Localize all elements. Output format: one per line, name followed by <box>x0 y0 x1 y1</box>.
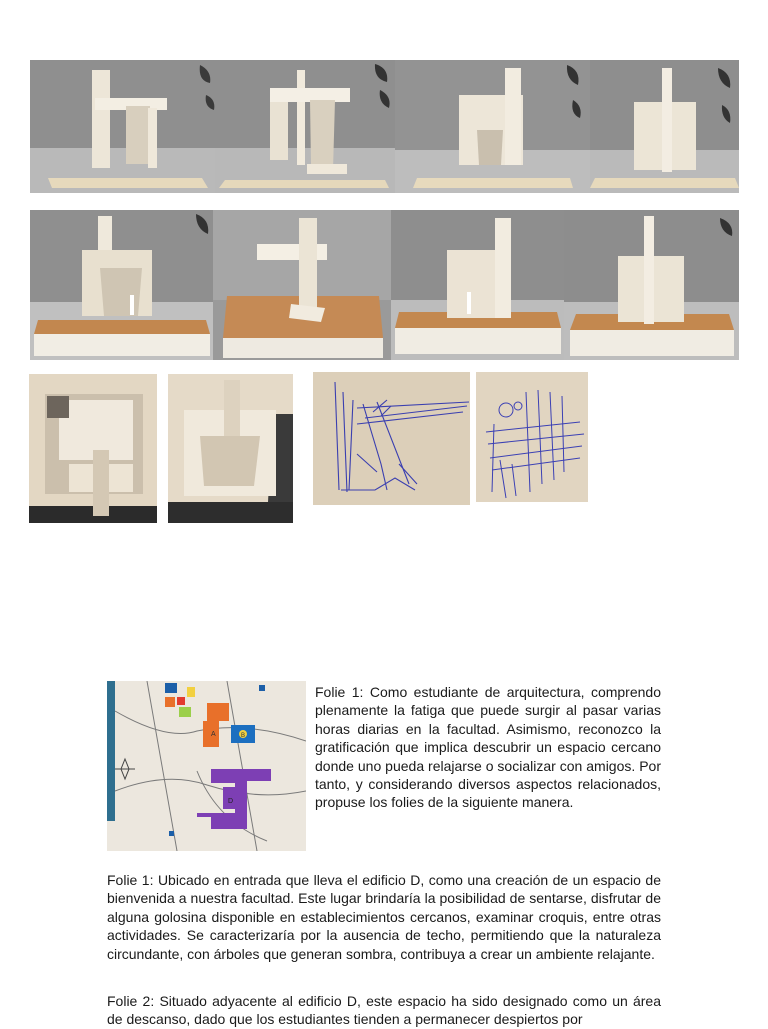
model-top-view-2 <box>168 374 293 523</box>
model-photo-back <box>395 60 590 193</box>
paragraph-folie-2: Folie 2: Situado adyacente al edificio D, este espacio ha sido designado como un área de descanso, dado que los estudiantes tienden a permanecer despiertos por <box>107 993 661 1028</box>
model-base-photo-side-2 <box>564 210 739 360</box>
model-top-view-1 <box>29 374 157 523</box>
site-plan-label-b: B <box>241 733 246 739</box>
sketch-2 <box>476 372 588 502</box>
sketch-1 <box>313 372 470 505</box>
site-plan-label-d: D <box>228 798 234 805</box>
model-base-photo-back <box>391 210 564 360</box>
site-plan-image <box>107 681 306 851</box>
model-base-photo-side <box>213 210 391 360</box>
model-photo-front <box>30 60 215 193</box>
model-photo-side <box>215 60 395 193</box>
site-plan-label-a: A <box>211 731 216 738</box>
model-photo-side-2 <box>590 60 739 193</box>
model-base-photo-front <box>30 210 213 360</box>
intro-paragraph: Folie 1: Como estudiante de arquitectura, comprendo plenamente la fatiga que puede surgir al pasar varias horas diarias en la facultad. Asimismo, reconozco la gratificación que implica descubrir un espacio cercano donde uno pueda relajarse o socializar con amigos. Por tanto, y considerando diversos aspectos relacionados, propuse los folies de la siguiente manera. <box>315 684 661 811</box>
paragraph-folie-1: Folie 1: Ubicado en entrada que lleva el edificio D, como una creación de un espacio de bienvenida a nuestra facultad. Este lugar brindaría la posibilidad de sentarse, disfrutar de alguna golosina disponible en establecimientos cercanos, examinar croquis, entre otras actividades. Se caracterizaría por la ausencia de techo, permitiendo que la naturaleza circundante, con árboles que generan sombra, contribuya a crear un ambiente relajante. <box>107 872 661 962</box>
